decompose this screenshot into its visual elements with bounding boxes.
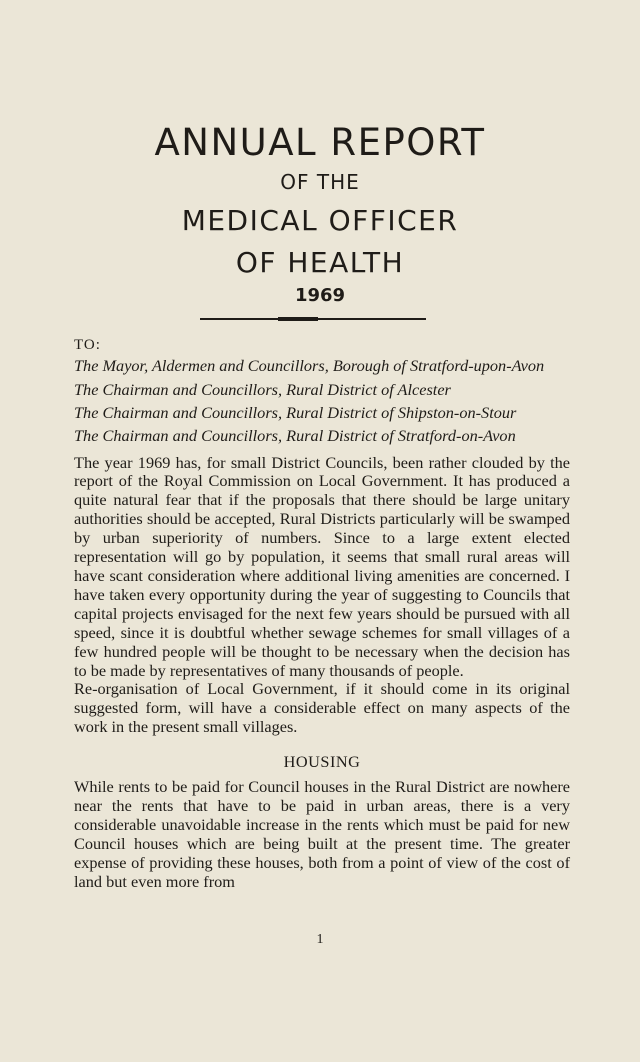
title-line-2: OF THE	[280, 170, 360, 194]
title-line-4: OF HEALTH	[235, 246, 405, 279]
addressee: The Chairman and Councillors, Rural District of Stratford-on-Avon	[74, 425, 516, 445]
body-text	[74, 336, 570, 891]
to-label: TO:	[74, 337, 101, 353]
addressee: The Chairman and Councillors, Rural District of Alcester	[74, 379, 451, 399]
title-divider	[200, 318, 426, 320]
addressee: The Mayor, Aldermen and Councillors, Borough of Stratford-upon-Avon	[74, 355, 545, 375]
paragraph: While rents to be paid for Council houses in the Rural District are nowhere near the rents that have to be paid in urban areas, there is a very considerable unavoidable increase in the rents which must be paid for new Council houses which are being built at the present time. The greater expense of providing these houses, both from a point of view of the cost of land but even more from	[74, 777, 570, 891]
title-line-1: ANNUAL REPORT	[154, 121, 486, 164]
page-number: 1	[316, 932, 324, 947]
title-year: 1969	[294, 285, 346, 306]
paragraph: The year 1969 has, for small District Councils, been rather clouded by the report of the Royal Commission on Local Government. It has produced a quite natural fear that if the proposals that there should be large unitary authorities should be accepted, Rural Districts particularly will be swamped by urban superiority of numbers. Since to a large extent elected representation will go by population, it seems that small rural areas will have scant consideration where additional living amenities are concerned. I have taken every opportunity during the year of suggesting to Councils that capital projects envisaged for the next few years should be pursued with all speed, since it is doubtful whether sewage schemes for small villages of a few hundred people will be thought to be necessary when the decision has to be made by representatives of many thousands of people.	[74, 452, 570, 680]
paragraph: Re-organisation of Local Government, if it should come in its original suggested form, will have a considerable effect on many aspects of the work in the present small villages.	[74, 679, 570, 737]
section-heading: HOUSING	[283, 752, 361, 772]
title-line-3: MEDICAL OFFICER	[181, 204, 459, 237]
report-title	[0, 120, 640, 308]
addressee: The Chairman and Councillors, Rural District of Shipston-on-Stour	[74, 402, 517, 422]
